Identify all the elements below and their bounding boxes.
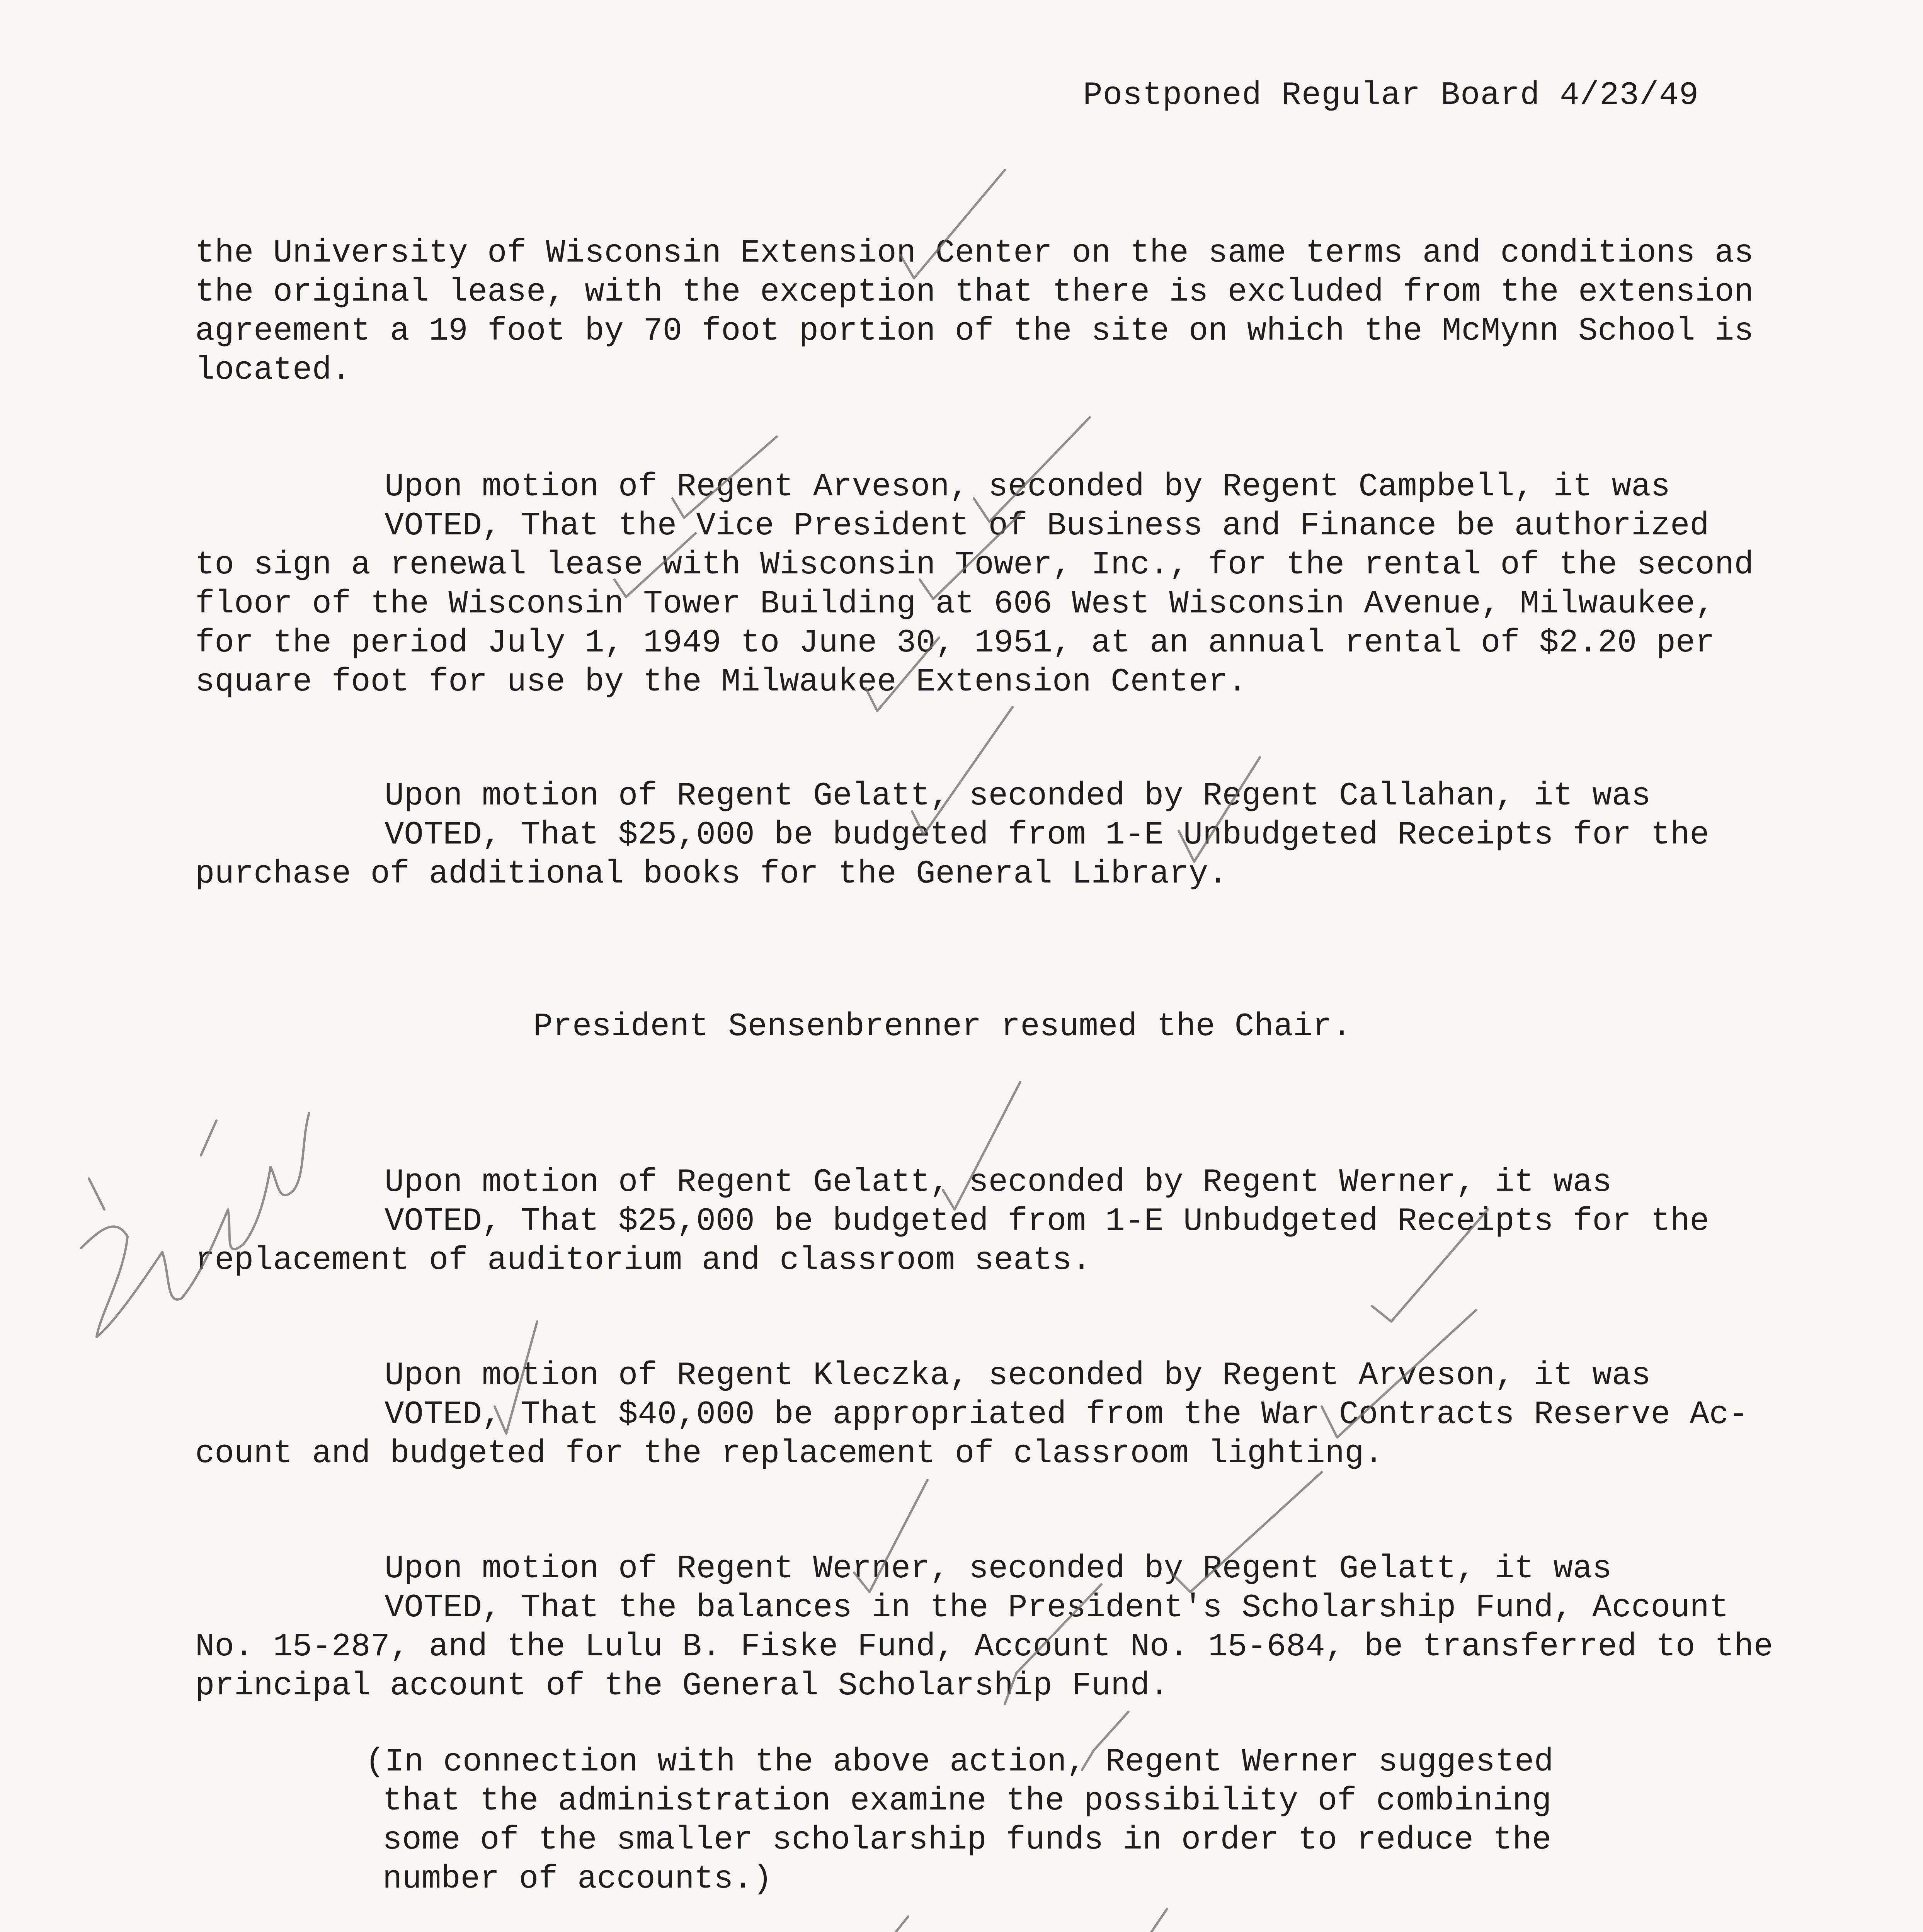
text-line: purchase of additional books for the General Library. [195, 856, 1228, 893]
text-line: VOTED, That $25,000 be budgeted from 1-E Unbudgeted Receipts for the [385, 1203, 1709, 1240]
text-line: No. 15-287, and the Lulu B. Fiske Fund, Account No. 15-684, be transferred to the [195, 1629, 1773, 1665]
text-line: located. [195, 352, 351, 389]
paragraph-library-books-motion [195, 777, 1780, 894]
text-line: VOTED, That the balances in the President's Scholarship Fund, Account [385, 1590, 1729, 1626]
text-line: Upon motion of Regent Gelatt, seconded by Regent Werner, it was [385, 1164, 1612, 1201]
page-header: Postponed Regular Board 4/23/49 [1083, 77, 1699, 114]
text-line: Upon motion of Regent Arveson, seconded by Regent Campbell, it was [385, 469, 1670, 505]
text-line: VOTED, That $25,000 be budgeted from 1-E Unbudgeted Receipts for the [385, 817, 1709, 854]
text-line: square foot for use by the Milwaukee Extension Center. [195, 664, 1247, 701]
text-line: VOTED, That the Vice President of Business and Finance be authorized [385, 508, 1709, 544]
paragraph-extension-center-lease [195, 234, 1780, 390]
check-mark-icon [815, 1917, 908, 1932]
paragraph-tower-lease-motion [195, 468, 1780, 702]
text-line: number of accounts.) [383, 1861, 773, 1898]
text-line: replacement of auditorium and classroom seats. [195, 1242, 1091, 1279]
paragraph-scholarship-transfer-motion [195, 1549, 1780, 1706]
text-line: for the period July 1, 1949 to June 30, 1951, at an annual rental of $2.20 per [195, 625, 1715, 662]
parenthetical-note [365, 1743, 1679, 1899]
text-line: that the administration examine the possibility of combining [383, 1783, 1552, 1820]
text-line: the original lease, with the exception that there is excluded from the extension [195, 274, 1754, 311]
text-line: Upon motion of Regent Kleczka, seconded by Regent Arveson, it was [385, 1357, 1651, 1394]
text-line: (In connection with the above action, Regent Werner suggested [365, 1744, 1554, 1781]
text-line: Upon motion of Regent Gelatt, seconded by Regent Callahan, it was [385, 778, 1651, 815]
text-line: the University of Wisconsin Extension Center on the same terms and conditions as [195, 235, 1754, 272]
text-line: floor of the Wisconsin Tower Building at 606 West Wisconsin Avenue, Milwaukee, [195, 586, 1715, 622]
text-line: principal account of the General Scholarship Fund. [195, 1668, 1169, 1704]
text-line: count and budgeted for the replacement of classroom lighting. [195, 1435, 1384, 1472]
chair-resumed-line: President Sensenbrenner resumed the Chair. [533, 1009, 1352, 1045]
text-line: some of the smaller scholarship funds in order to reduce the [383, 1822, 1552, 1859]
text-line: VOTED, That $40,000 be appropriated from the War Contracts Reserve Ac- [385, 1396, 1748, 1433]
text-line: agreement a 19 foot by 70 foot portion of the site on which the McMynn School is [195, 313, 1754, 350]
paragraph-classroom-lighting-motion [195, 1356, 1780, 1473]
check-mark-icon [1078, 1909, 1167, 1932]
paragraph-auditorium-seats-motion [195, 1163, 1780, 1280]
text-line: to sign a renewal lease with Wisconsin Tower, Inc., for the rental of the second [195, 547, 1754, 583]
text-line: Upon motion of Regent Werner, seconded by Regent Gelatt, it was [385, 1551, 1612, 1587]
